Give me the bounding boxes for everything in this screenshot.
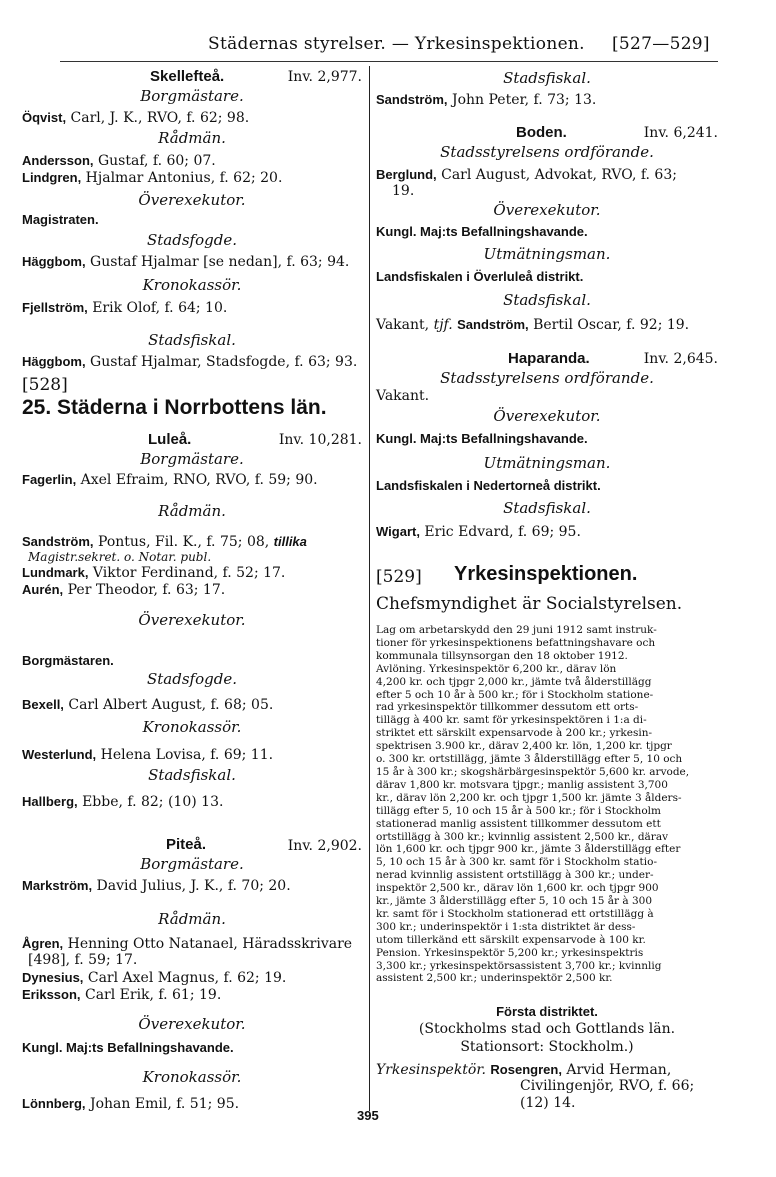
heading-stadsfiskal: Stadsfiskal. — [148, 331, 236, 349]
heading-kronokassor: Kronokassör. — [142, 276, 242, 294]
entry-kungl: Kungl. Maj:ts Befallningshavande. — [376, 224, 588, 239]
text-line: 300 kr.; underinspektör i 1:sta distriktet är dess- — [376, 920, 636, 933]
text-line: striktet ett särskilt expensarvode à 200 kr.; yrkesin- — [376, 727, 653, 740]
text-line: tioner för yrkesinspektionens befattningshavare och — [376, 636, 656, 649]
town-pitea: Piteå. — [166, 836, 207, 853]
text-line: utom tillerkänd ett särskilt expensarvode à 100 kr. — [376, 933, 646, 946]
heading-utmatningsman: Utmätningsman. — [483, 245, 611, 263]
page-number: 395 — [357, 1108, 379, 1123]
heading-ordforande: Stadsstyrelsens ordförande. — [440, 143, 654, 161]
entry-rosengren: Yrkesinspektör. Rosengren, Arvid Herman, — [376, 1062, 672, 1078]
heading-radman: Rådmän. — [158, 502, 226, 520]
text-line: rad yrkesinspektör tillkommer dessutom ett orts- — [376, 701, 639, 714]
section-title-yrkesinspektionen: Yrkesinspektionen. — [454, 563, 638, 585]
text-line: efter 5 och 10 år à 500 kr.; för i Stockholm statione- — [376, 688, 654, 701]
text-line: kr. samt för i Stockholm stationerad ett ortstillägg à — [376, 907, 654, 920]
section-marker-528: [528] — [22, 375, 68, 395]
inv-boden: Inv. 6,241. — [643, 125, 718, 141]
entry-berglund-line2: 19. — [392, 183, 415, 199]
town-skelleftea: Skellefteå. — [150, 68, 225, 85]
entry-lonnberg: Lönnberg, Johan Emil, f. 51; 95. — [22, 1096, 240, 1112]
header-rule — [60, 61, 718, 62]
text-line: kr., därav lön 2,200 kr. och tjpgr 1,500 kr. jämte 3 ålders- — [376, 791, 682, 804]
right-column — [376, 66, 718, 1116]
heading-borgmastare: Borgmästare. — [140, 855, 244, 873]
entry-lindgren: Lindgren, Hjalmar Antonius, f. 62; 20. — [22, 170, 283, 186]
section-marker-529: [529] — [376, 567, 422, 587]
text-line: Avlöning. Yrkesinspektör 6,200 kr., därav lön — [376, 662, 617, 675]
district-title: Första distriktet. — [496, 1004, 598, 1019]
entry-markstrom: Markström, David Julius, J. K., f. 70; 20. — [22, 878, 291, 894]
entry-berglund: Berglund, Carl August, Advokat, RVO, f. 63; — [376, 167, 677, 183]
entry-westerlund: Westerlund, Helena Lovisa, f. 69; 11. — [22, 747, 274, 763]
page-range: [527—529] — [612, 34, 710, 54]
entry-landsfiskalen: Landsfiskalen i Nedertorneå distrikt. — [376, 478, 601, 493]
inv-pitea: Inv. 2,902. — [287, 838, 362, 854]
chefsmyndighet: Chefsmyndighet är Socialstyrelsen. — [376, 594, 683, 614]
inv-skelleftea: Inv. 2,977. — [287, 69, 362, 85]
entry-agren-line2: [498], f. 59; 17. — [28, 952, 138, 968]
text-line: därav 1,800 kr. motsvara tjpgr.; manlig assistent 3,700 — [376, 778, 668, 791]
inv-lulea: Inv. 10,281. — [278, 432, 362, 448]
text-line: tillägg à 400 kr. samt för yrkesinspektören i 1:a di- — [376, 714, 647, 727]
text-line: assistent 2,500 kr.; underinspektör 2,500 kr. — [376, 972, 613, 985]
entry-magistraten: Magistraten. — [22, 212, 99, 227]
text-line: 3,300 kr.; yrkesinspektörsassistent 3,700 kr.; kvinnlig — [376, 959, 662, 972]
salary-text-block — [376, 624, 716, 985]
entry-haggbom-stadsfogde: Häggbom, Gustaf Hjalmar [se nedan], f. 63; 94. — [22, 254, 350, 270]
text-line: stationerad manlig assistent tillkommer dessutom ett — [376, 817, 661, 830]
text-line: inspektör 2,500 kr., därav lön 1,600 kr. och tjpgr 900 — [376, 882, 659, 895]
heading-overexekutor: Överexekutor. — [138, 1015, 246, 1033]
heading-kronokassor: Kronokassör. — [142, 1068, 242, 1086]
inv-haparanda: Inv. 2,645. — [643, 351, 718, 367]
entry-wigart: Wigart, Eric Edvard, f. 69; 95. — [376, 524, 581, 540]
heading-stadsfiskal: Stadsfiskal. — [148, 766, 236, 784]
entry-agren: Ågren, Henning Otto Natanael, Häradsskrivare — [22, 936, 353, 952]
district-area: (Stockholms stad och Gottlands län. — [418, 1021, 676, 1037]
text-line: lön 1,600 kr. och tjpgr 900 kr., jämte 3 ålderstillägg efter — [376, 843, 681, 856]
entry-landsfiskalen: Landsfiskalen i Överluleå distrikt. — [376, 269, 584, 284]
entry-lundmark: Lundmark, Viktor Ferdinand, f. 52; 17. — [22, 565, 286, 581]
heading-stadsfogde: Stadsfogde. — [147, 231, 237, 249]
section-heading: 25. Städerna i Norrbottens län. — [22, 396, 327, 419]
entry-kungl: Kungl. Maj:ts Befallningshavande. — [22, 1040, 234, 1055]
entry-eriksson: Eriksson, Carl Erik, f. 61; 19. — [22, 987, 222, 1003]
town-lulea: Luleå. — [148, 431, 192, 448]
heading-overexekutor: Överexekutor. — [493, 407, 601, 425]
entry-borgmastaren: Borgmästaren. — [22, 653, 114, 668]
entry-sandstrom-pontus: Sandström, Pontus, Fil. K., f. 75; 08, tillika — [22, 534, 307, 550]
text-line: o. 300 kr. ortstillägg, jämte 3 ålderstillägg efter 5, 10 och — [376, 753, 683, 766]
entry-haggbom-stadsfiskal: Häggbom, Gustaf Hjalmar, Stadsfogde, f. 63; 93. — [22, 354, 358, 370]
heading-overexekutor: Överexekutor. — [493, 201, 601, 219]
text-line: 4,200 kr. och tjpgr 2,000 kr., jämte två ålderstillägg — [376, 675, 652, 688]
text-line: Lag om arbetarskydd den 29 juni 1912 samt instruk- — [376, 624, 657, 636]
text-line: tillägg efter 5, 10 och 15 år à 500 kr.; för i Stockholm — [376, 804, 661, 817]
entry-sandstrom-title: Magistr.sekret. o. Notar. publ. — [28, 550, 212, 564]
entry-sandstrom-john: Sandström, John Peter, f. 73; 13. — [376, 92, 597, 108]
heading-radman: Rådmän. — [158, 910, 226, 928]
entry-vakant-sandstrom: Vakant, tjf. Sandström, Bertil Oscar, f. 92; 19. — [376, 317, 690, 333]
heading-kronokassor: Kronokassör. — [142, 718, 242, 736]
text-line: ortstillägg à 300 kr.; kvinnlig assistent 2,500 kr., därav — [376, 830, 669, 843]
text-line: nerad kvinnlig assistent ortstillägg à 300 kr.; under- — [376, 869, 654, 882]
entry-kungl: Kungl. Maj:ts Befallningshavande. — [376, 431, 588, 446]
entry-dynesius: Dynesius, Carl Axel Magnus, f. 62; 19. — [22, 970, 287, 986]
entry-vakant: Vakant. — [376, 388, 430, 404]
heading-borgmastare: Borgmästare. — [140, 87, 244, 105]
running-head: Städernas styrelser. — Yrkesinspektionen. — [208, 34, 585, 54]
heading-radman: Rådmän. — [158, 129, 226, 147]
entry-bexell: Bexell, Carl Albert August, f. 68; 05. — [22, 697, 274, 713]
column-divider — [369, 66, 370, 1111]
entry-andersson: Andersson, Gustaf, f. 60; 07. — [22, 153, 216, 169]
text-line: Pension. Yrkesinspektör 5,200 kr.; yrkesinspektris — [376, 946, 644, 959]
heading-utmatningsman: Utmätningsman. — [483, 454, 611, 472]
heading-overexekutor: Överexekutor. — [138, 611, 246, 629]
entry-oqvist: Öqvist, Carl, J. K., RVO, f. 62; 98. — [22, 110, 250, 126]
text-line: 5, 10 och 15 år à 300 kr. samt för i Stockholm statio- — [376, 856, 658, 869]
town-haparanda: Haparanda. — [508, 350, 590, 367]
town-boden: Boden. — [516, 124, 567, 141]
entry-fjellstrom: Fjellström, Erik Olof, f. 64; 10. — [22, 300, 228, 316]
entry-fagerlin: Fagerlin, Axel Efraim, RNO, RVO, f. 59; 90. — [22, 472, 318, 488]
text-line: spektrisen 3.900 kr., därav 2,400 kr. lön, 1,200 kr. tjpgr — [376, 740, 672, 753]
heading-stadsfiskal: Stadsfiskal. — [503, 69, 591, 87]
heading-overexekutor: Överexekutor. — [138, 191, 246, 209]
entry-auren: Aurén, Per Theodor, f. 63; 17. — [22, 582, 226, 598]
heading-ordforande: Stadsstyrelsens ordförande. — [440, 369, 654, 387]
district-station: Stationsort: Stockholm.) — [460, 1039, 634, 1055]
heading-stadsfiskal: Stadsfiskal. — [503, 291, 591, 309]
left-column — [22, 66, 362, 1116]
entry-rosengren-line2: Civilingenjör, RVO, f. 66; — [520, 1078, 695, 1094]
text-line: kr., jämte 3 ålderstillägg efter 5, 10 och 15 år à 300 — [376, 895, 652, 908]
entry-rosengren-line3: (12) 14. — [520, 1095, 576, 1111]
heading-borgmastare: Borgmästare. — [140, 450, 244, 468]
heading-stadsfogde: Stadsfogde. — [147, 670, 237, 688]
entry-hallberg: Hallberg, Ebbe, f. 82; (10) 13. — [22, 794, 224, 810]
text-line: kommunala tillsynsorgan den 18 oktober 1912. — [376, 649, 628, 662]
text-line: 15 år à 300 kr.; skogshärbärgesinspektör 5,600 kr. arvode, — [376, 765, 690, 778]
heading-stadsfiskal: Stadsfiskal. — [503, 499, 591, 517]
